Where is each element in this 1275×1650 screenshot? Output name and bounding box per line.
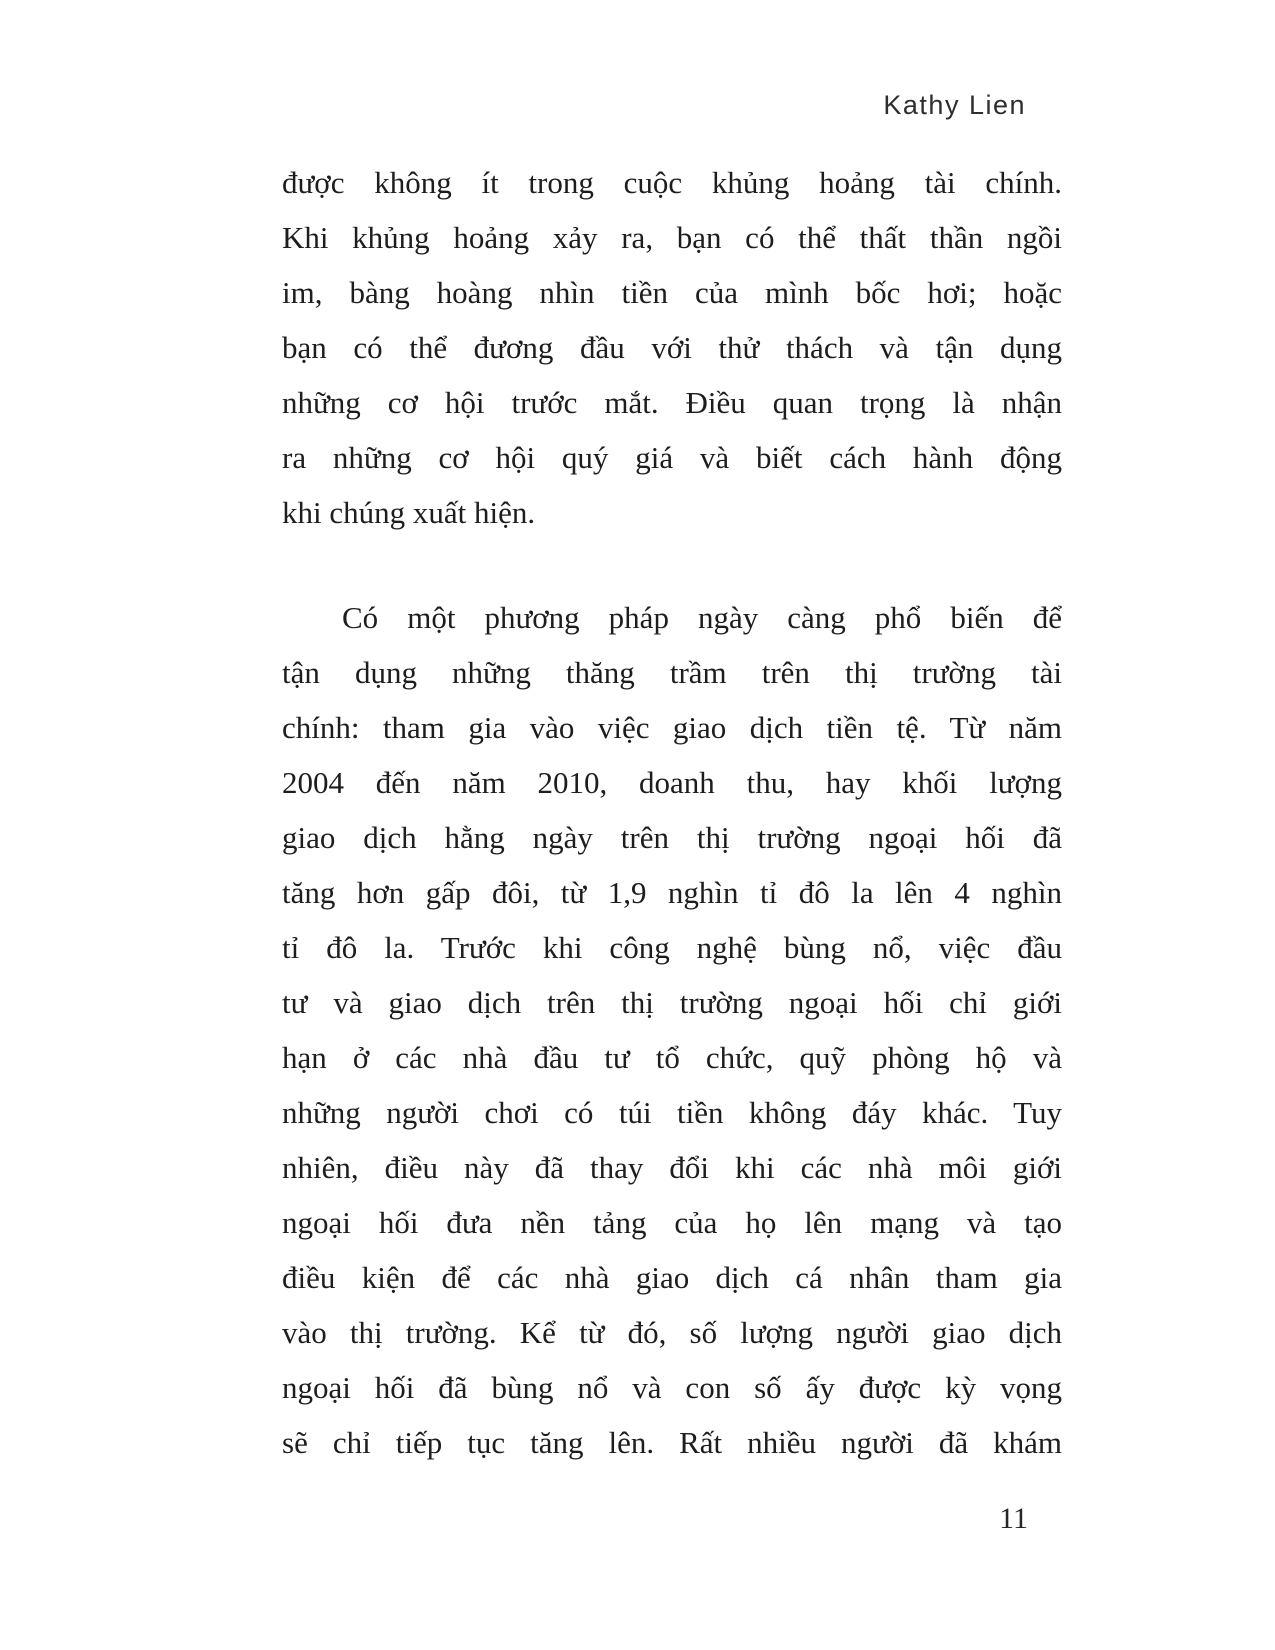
text-line: tư và giao dịch trên thị trường ngoại hối chỉ giới xyxy=(282,985,1062,1020)
text-line: những cơ hội trước mắt. Điều quan trọng là nhận xyxy=(282,385,1062,420)
text-line: tận dụng những thăng trầm trên thị trường tài xyxy=(282,655,1062,690)
text-line: hạn ở các nhà đầu tư tổ chức, quỹ phòng hộ và xyxy=(282,1040,1062,1075)
body-text xyxy=(282,155,1062,1470)
text-line: ngoại hối đã bùng nổ và con số ấy được kỳ vọng xyxy=(282,1370,1062,1405)
text-line: Có một phương pháp ngày càng phổ biến để xyxy=(342,600,1062,635)
text-line: chính: tham gia vào việc giao dịch tiền tệ. Từ năm xyxy=(282,710,1062,745)
text-line: ra những cơ hội quý giá và biết cách hành động xyxy=(282,440,1062,475)
running-header-author: Kathy Lien xyxy=(883,90,1026,120)
text-line: điều kiện để các nhà giao dịch cá nhân tham gia xyxy=(282,1260,1062,1295)
text-line: tỉ đô la. Trước khi công nghệ bùng nổ, việc đầu xyxy=(282,930,1062,965)
text-line: giao dịch hằng ngày trên thị trường ngoại hối đã xyxy=(282,820,1062,855)
text-line: được không ít trong cuộc khủng hoảng tài chính. xyxy=(282,165,1062,200)
text-line: Khi khủng hoảng xảy ra, bạn có thể thất thần ngồi xyxy=(282,220,1062,255)
paragraph-2 xyxy=(282,590,1062,1470)
text-line: những người chơi có túi tiền không đáy khác. Tuy xyxy=(282,1095,1062,1130)
text-line: 2004 đến năm 2010, doanh thu, hay khối lượng xyxy=(282,765,1062,800)
text-line: sẽ chỉ tiếp tục tăng lên. Rất nhiều người đã khám xyxy=(282,1425,1062,1460)
text-line: bạn có thể đương đầu với thử thách và tận dụng xyxy=(282,330,1062,365)
text-line: ngoại hối đưa nền tảng của họ lên mạng và tạo xyxy=(282,1205,1062,1240)
text-line: nhiên, điều này đã thay đổi khi các nhà môi giới xyxy=(282,1150,1062,1185)
page-number: 11 xyxy=(999,1502,1028,1535)
paragraph-1 xyxy=(282,155,1062,540)
text-line: tăng hơn gấp đôi, từ 1,9 nghìn tỉ đô la lên 4 nghìn xyxy=(282,875,1062,910)
text-line: vào thị trường. Kể từ đó, số lượng người giao dịch xyxy=(282,1315,1062,1350)
text-line: khi chúng xuất hiện. xyxy=(282,495,536,530)
text-line: im, bàng hoàng nhìn tiền của mình bốc hơi; hoặc xyxy=(282,275,1062,310)
